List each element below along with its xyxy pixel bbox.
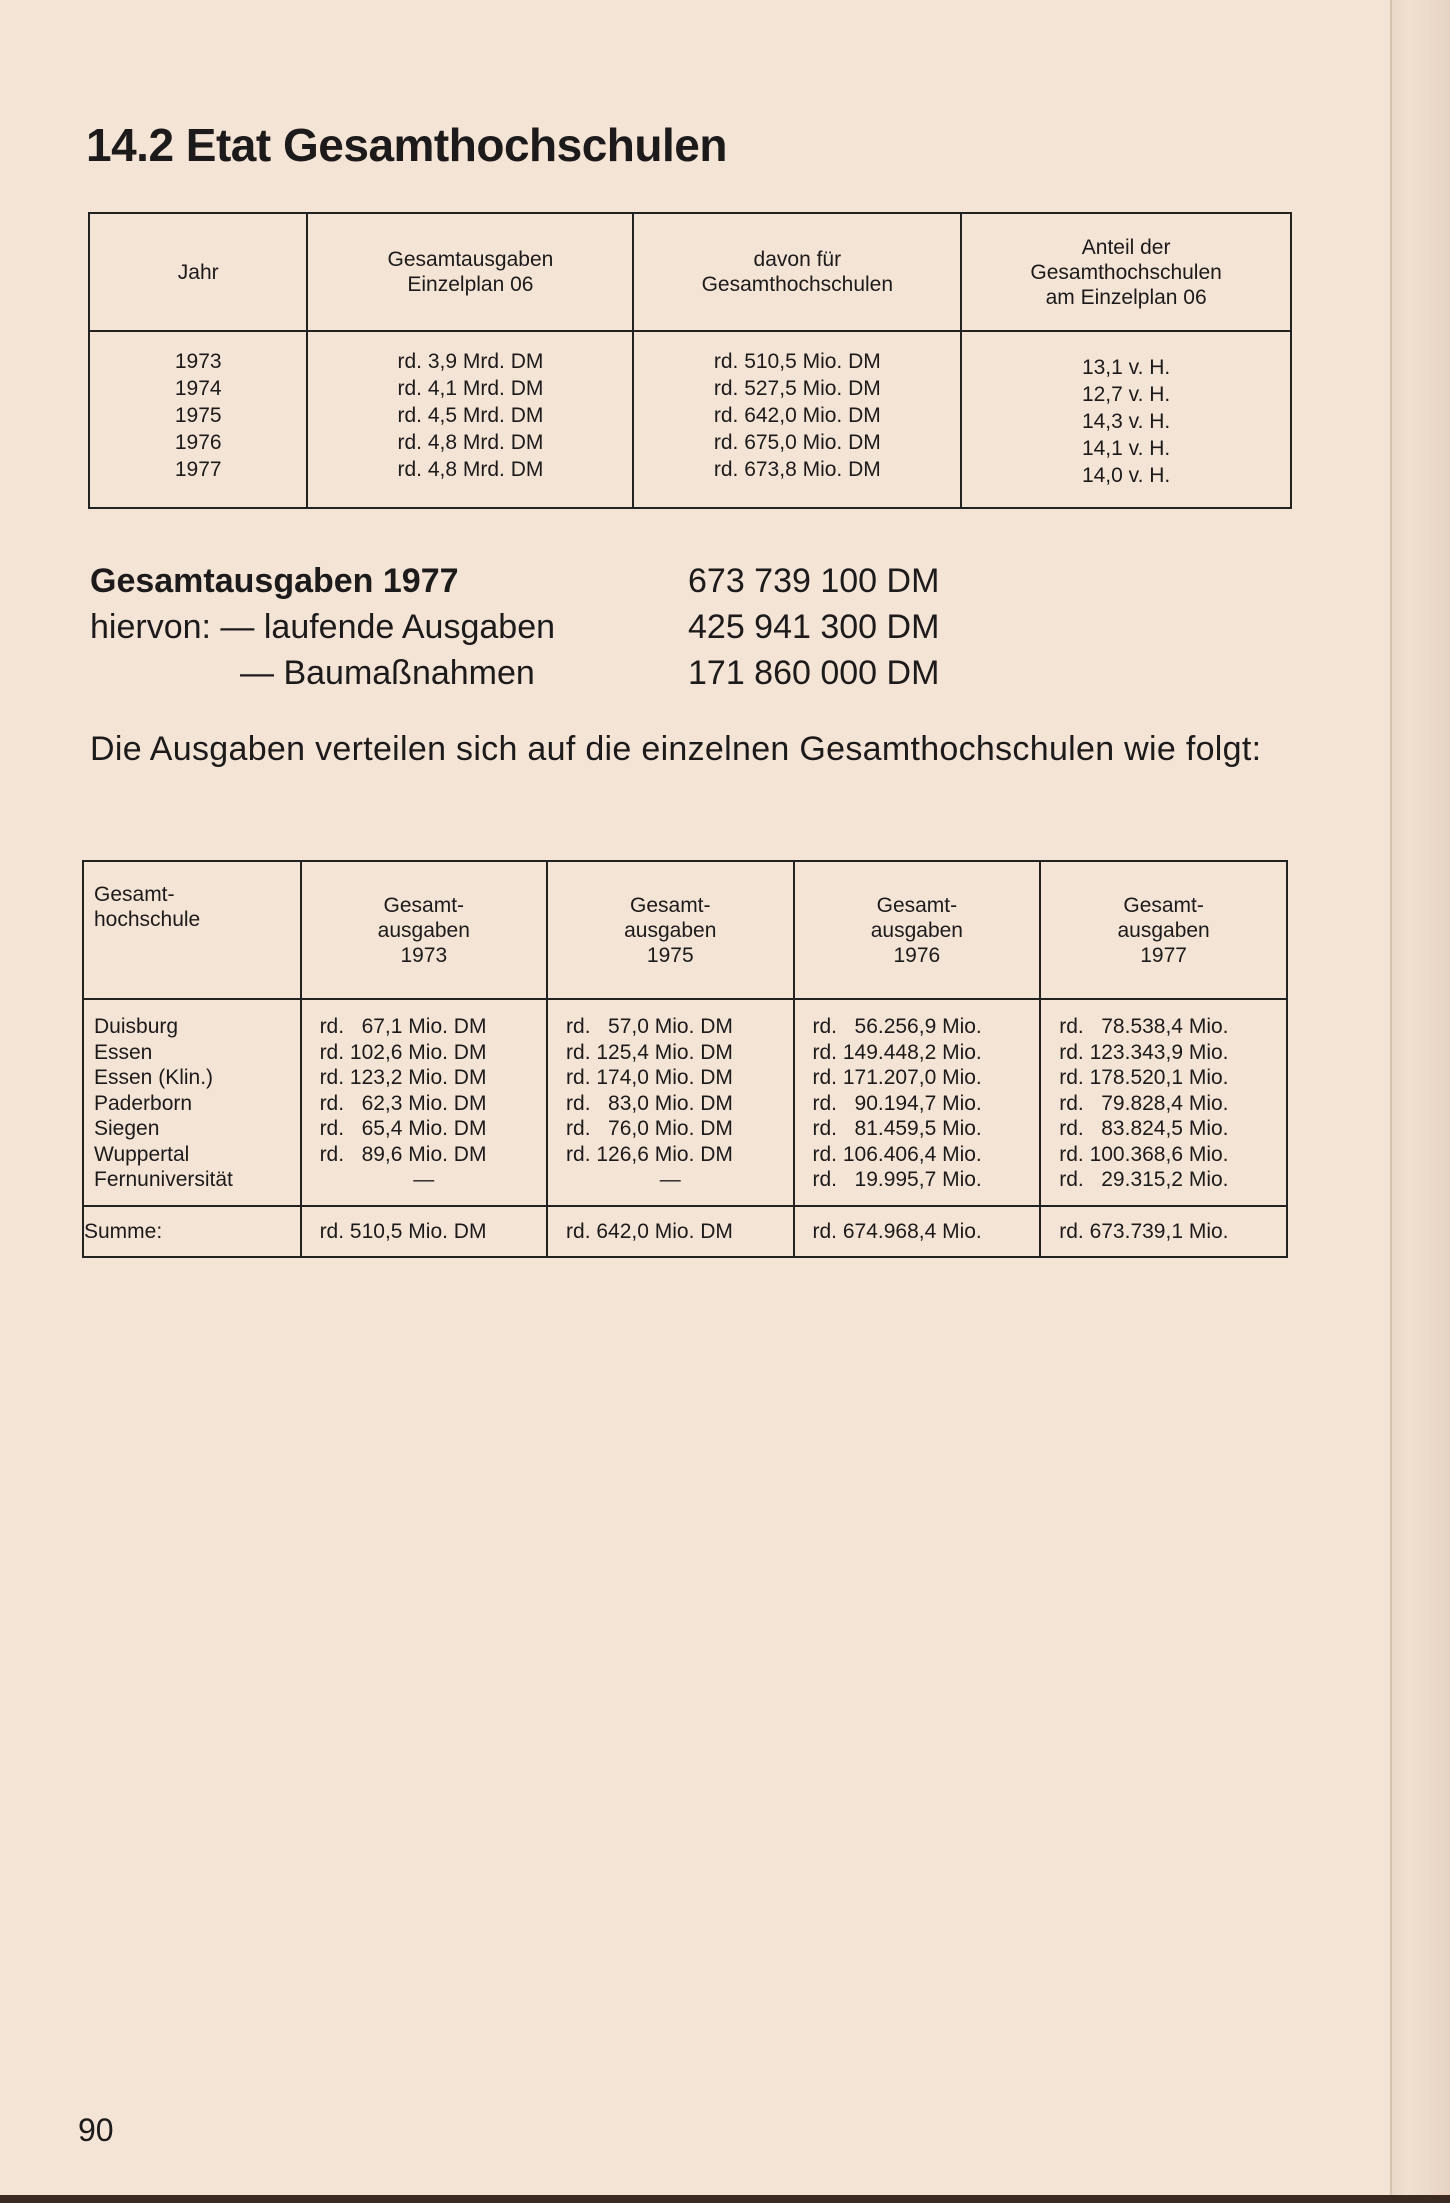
construction-label: — Baumaßnahmen	[240, 654, 535, 692]
bottom-edge	[0, 2195, 1450, 2203]
value-cell: rd. 29.315,2 Mio.	[1059, 1168, 1229, 1191]
header-percentage: Anteil der Gesamthochschulen am Einzelplan 06	[961, 213, 1291, 331]
column-1973	[301, 999, 547, 1206]
value-cell: rd. 19.995,7 Mio.	[812, 1168, 982, 1191]
header-1976: Gesamt- ausgaben 1976	[794, 861, 1041, 999]
page-number: 90	[78, 2112, 114, 2148]
value-cell: rd. 67,1 Mio. DM	[319, 1015, 487, 1038]
value-cell: rd. 106.406,4 Mio.	[812, 1142, 982, 1166]
share-cell: rd. 510,5 Mio. DM	[713, 350, 881, 373]
percentage-cell: 12,7 v. H.	[1081, 383, 1171, 406]
percentage-cell: 13,1 v. H.	[1081, 356, 1171, 379]
value-cell: rd. 62,3 Mio. DM	[319, 1091, 487, 1115]
value-cell: rd. 76,0 Mio. DM	[566, 1117, 733, 1140]
value-cell: rd. 57,0 Mio. DM	[566, 1015, 733, 1038]
value-cell: rd. 178.520,1 Mio.	[1059, 1066, 1229, 1089]
sum-1977: rd. 673.739,1 Mio.	[1040, 1206, 1287, 1258]
year-cell: 1977	[174, 458, 222, 481]
university-name: Duisburg	[94, 1015, 179, 1038]
university-name: Siegen	[94, 1117, 160, 1140]
share-column	[633, 331, 961, 508]
percentage-cell: 14,1 v. H.	[1081, 437, 1171, 460]
section-title: 14.2 Etat Gesamthochschulen	[86, 119, 727, 171]
sum-label: Summe:	[83, 1206, 301, 1258]
value-cell: rd. 89,6 Mio. DM	[319, 1142, 487, 1166]
header-1975: Gesamt- ausgaben 1975	[547, 861, 793, 999]
value-cell: rd. 123.343,9 Mio.	[1059, 1040, 1229, 1064]
column-1976	[794, 999, 1041, 1206]
sum-row	[83, 1206, 1287, 1258]
page-edge	[1390, 0, 1450, 2203]
sum-1976: rd. 674.968,4 Mio.	[794, 1206, 1041, 1258]
total-value: 673 739 100 DM	[688, 562, 940, 600]
year-cell: 1973	[174, 350, 222, 373]
construction-value: 171 860 000 DM	[688, 654, 940, 692]
value-cell: rd. 83.824,5 Mio.	[1059, 1117, 1229, 1140]
total-cell: rd. 4,8 Mrd. DM	[397, 458, 544, 481]
running-costs-label: hiervon: — laufende Ausgaben	[90, 608, 556, 646]
year-cell: 1976	[174, 431, 222, 454]
value-cell: rd. 100.368,6 Mio.	[1059, 1142, 1229, 1166]
value-cell: rd. 174,0 Mio. DM	[566, 1066, 733, 1089]
table-body	[83, 999, 1287, 1206]
value-cell: rd. 149.448,2 Mio.	[812, 1040, 982, 1064]
university-column	[83, 999, 301, 1206]
header-universities-share: davon für Gesamthochschulen	[633, 213, 961, 331]
header-year: Jahr	[89, 213, 307, 331]
year-cell: 1974	[174, 377, 222, 400]
university-expenditure-table	[82, 860, 1288, 1258]
share-cell: rd. 642,0 Mio. DM	[713, 404, 881, 427]
value-cell: rd. 83,0 Mio. DM	[566, 1091, 733, 1115]
percentage-column	[961, 331, 1291, 508]
header-total-expenditure: Gesamtausgaben Einzelplan 06	[307, 213, 633, 331]
share-cell: rd. 527,5 Mio. DM	[713, 377, 881, 400]
header-1977: Gesamt- ausgaben 1977	[1040, 861, 1287, 999]
total-cell: rd. 4,8 Mrd. DM	[397, 431, 544, 454]
sum-1975: rd. 642,0 Mio. DM	[547, 1206, 793, 1258]
share-cell: rd. 675,0 Mio. DM	[713, 431, 881, 454]
total-cell: rd. 4,5 Mrd. DM	[397, 404, 544, 427]
column-1977	[1040, 999, 1287, 1206]
university-name: Wuppertal	[94, 1142, 190, 1166]
value-cell: rd. 81.459,5 Mio.	[812, 1117, 982, 1140]
value-cell: rd. 79.828,4 Mio.	[1059, 1091, 1229, 1115]
total-column	[307, 331, 633, 508]
university-name: Essen	[94, 1040, 153, 1064]
year-column	[89, 331, 307, 508]
sum-1973: rd. 510,5 Mio. DM	[301, 1206, 547, 1258]
value-cell: rd. 90.194,7 Mio.	[812, 1091, 982, 1115]
value-cell: rd. 126,6 Mio. DM	[566, 1142, 733, 1166]
share-cell: rd. 673,8 Mio. DM	[713, 458, 881, 481]
university-name: Paderborn	[94, 1091, 193, 1115]
running-costs-value: 425 941 300 DM	[688, 608, 940, 646]
percentage-cell: 14,0 v. H.	[1081, 464, 1171, 487]
total-label: Gesamtausgaben 1977	[90, 562, 459, 600]
column-1975	[547, 999, 793, 1206]
header-1973: Gesamt- ausgaben 1973	[301, 861, 547, 999]
value-cell: rd. 56.256,9 Mio.	[812, 1015, 982, 1038]
total-cell: rd. 3,9 Mrd. DM	[397, 350, 544, 373]
percentage-cell: 14,3 v. H.	[1081, 410, 1171, 433]
value-cell: rd. 171.207,0 Mio.	[812, 1066, 982, 1089]
table-body	[89, 331, 1291, 508]
value-cell: rd. 65,4 Mio. DM	[319, 1117, 487, 1140]
value-cell: rd. 123,2 Mio. DM	[319, 1066, 487, 1089]
header-university: Gesamt- hochschule	[83, 861, 301, 999]
value-cell: rd. 102,6 Mio. DM	[319, 1040, 487, 1064]
university-name: Essen (Klin.)	[94, 1066, 214, 1089]
dash-cell: —	[413, 1168, 435, 1191]
university-name: Fernuniversität	[94, 1168, 233, 1191]
distribution-paragraph: Die Ausgaben verteilen sich auf die einzelnen Gesamthochschulen wie folgt:	[90, 730, 1262, 768]
dash-cell: —	[659, 1168, 681, 1191]
budget-share-table	[88, 212, 1292, 509]
total-cell: rd. 4,1 Mrd. DM	[397, 377, 544, 400]
year-cell: 1975	[174, 404, 222, 427]
value-cell: rd. 125,4 Mio. DM	[566, 1040, 733, 1064]
value-cell: rd. 78.538,4 Mio.	[1059, 1015, 1229, 1038]
